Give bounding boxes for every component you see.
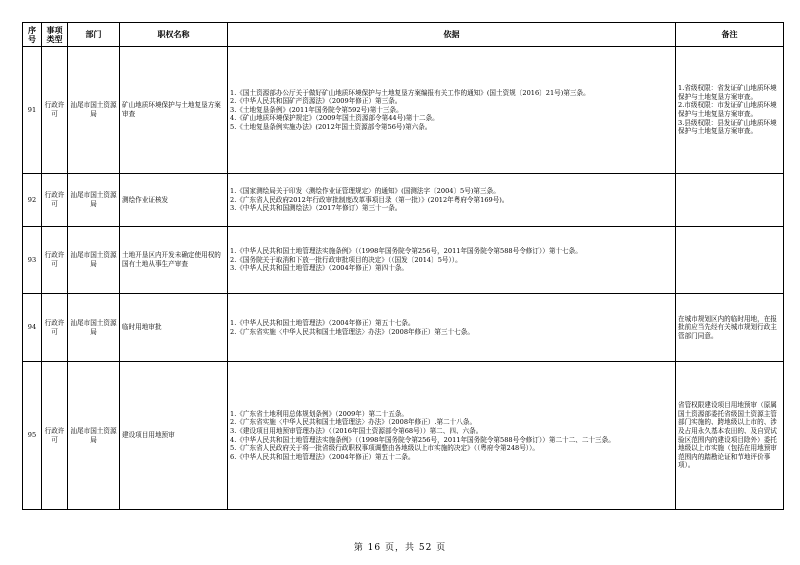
cell-basis <box>228 174 676 227</box>
cell-basis <box>228 227 676 294</box>
cell-name: 建设项目用地预审 <box>120 362 228 510</box>
basis-item: 6.《中华人民共和国土地管理法》（2004年修正）第五十二条。 <box>230 452 415 461</box>
remark-item: 3.县级权限：县发证矿山地质环境保护与土地复垦方案审查。 <box>678 118 777 136</box>
basis-item: 4.《矿山地质环境保护规定》（2009年国土资源部令第44号)第十二条。 <box>230 114 439 123</box>
cell-seq: 94 <box>23 294 42 362</box>
authority-table <box>22 22 784 510</box>
cell-remark <box>676 294 784 362</box>
remark-item: 在城市规划区内的临时用地，在报批前应当先经有关城市规划行政主管部门同意。 <box>678 314 777 340</box>
basis-item: 1.《广东省土地利用总体规划条例》（2009年）第二十五条。 <box>230 409 409 418</box>
table-row <box>23 174 784 227</box>
basis-item: 1.《中华人民共和国土地管理法》（2004年修正）第五十七条。 <box>230 318 415 327</box>
remark-item: 2.市级权限：市发证矿山地质环境保护与土地复垦方案审查。 <box>678 101 777 118</box>
cell-dept: 汕尾市国土资源局 <box>68 294 120 362</box>
header-seq: 序号 <box>23 23 42 47</box>
remark-item: 省管权限建设项目用地预审（原属国土资源部委托省级国土资源主管部门实施的、跨地级以上市的、涉及占用永久基本农田的、及自贸试验区范围内的建设项目除外）委托地级以上市实施（包括在用地预审范围内的踏勘论证和节地评价事项）。 <box>678 401 777 470</box>
basis-item: 2.《中华人民共和国矿产资源法》（2009年修正）第三条。 <box>230 97 402 106</box>
table-row <box>23 47 784 174</box>
cell-type: 行政许可 <box>42 174 68 227</box>
cell-remark <box>676 362 784 510</box>
cell-name: 土地开垦区内开发未确定使用权的国有土地从事生产审查 <box>120 227 228 294</box>
header-dept: 部门 <box>68 23 120 47</box>
cell-basis <box>228 294 676 362</box>
cell-dept: 汕尾市国土资源局 <box>68 174 120 227</box>
basis-item: 3.《中华人民共和国土地管理法》（2004年修正）第四十条。 <box>230 264 409 273</box>
basis-item: 3.《中华人民共和国测绘法》（2017年修订）第三十一条。 <box>230 204 402 213</box>
cell-basis <box>228 362 676 510</box>
cell-dept: 汕尾市国土资源局 <box>68 362 120 510</box>
cell-name: 矿山地质环境保护与土地复垦方案审查 <box>120 47 228 174</box>
cell-seq: 95 <box>23 362 42 510</box>
table-row <box>23 362 784 510</box>
cell-name: 临时用地审批 <box>120 294 228 362</box>
basis-item: 2.《广东省实施〈中华人民共和国土地管理法〉办法》（2008年修正）.第二十八条。 <box>230 418 477 427</box>
cell-seq: 91 <box>23 47 42 174</box>
cell-remark <box>676 227 784 294</box>
basis-item: 5.《土地复垦条例实施办法》(2012年国土资源部令第56号)第六条。 <box>230 122 432 131</box>
cell-type: 行政许可 <box>42 362 68 510</box>
cell-type: 行政许可 <box>42 227 68 294</box>
cell-remark <box>676 47 784 174</box>
table-row <box>23 227 784 294</box>
header-name: 职权名称 <box>120 23 228 47</box>
header-remark: 备注 <box>676 23 784 47</box>
cell-remark <box>676 174 784 227</box>
cell-type: 行政许可 <box>42 47 68 174</box>
table-header-row <box>23 23 784 47</box>
cell-seq: 92 <box>23 174 42 227</box>
basis-item: 4.《中华人民共和国土地管理法实施条例》（（1998年国务院令第256号，2011年国务院令第588号令修订））第二十二、二十三条。 <box>230 435 615 444</box>
remark-item: 1.省级权限：省发证矿山地质环境保护与土地复垦方案审查。 <box>678 84 777 101</box>
basis-item: 2.《广东省人民政府2012年行政审批制度改革事项目录（第一批）》(2012年粤府令第169号)。 <box>230 195 509 204</box>
table-row <box>23 294 784 362</box>
basis-item: 3.《建设项目用地预审管理办法》（（2016年国土资源部令第68号））第二、四、六条。 <box>230 426 483 435</box>
header-basis: 依据 <box>228 23 676 47</box>
basis-item: 1.《国家测绘局关于印发〈测绘作业证管理规定〉的通知》(国测法字〔2004〕5号)第三条。 <box>230 187 500 196</box>
cell-dept: 汕尾市国土资源局 <box>68 227 120 294</box>
cell-dept: 汕尾市国土资源局 <box>68 47 120 174</box>
cell-name: 测绘作业证核发 <box>120 174 228 227</box>
cell-type: 行政许可 <box>42 294 68 362</box>
cell-seq: 93 <box>23 227 42 294</box>
basis-item: 1.《中华人民共和国土地管理法实施条例》（（1998年国务院令第256号，2011年国务院令第588号令修订））第十七条。 <box>230 247 582 256</box>
basis-item: 2.《国务院关于取消和下放一批行政审批项目的决定》（（国发〔2014〕5号））。 <box>230 255 462 264</box>
header-type: 事项类型 <box>42 23 68 47</box>
page-footer: 第 16 页，共 52 页 <box>353 543 447 553</box>
basis-item: 1.《国土资源部办公厅关于做好矿山地质环境保护与土地复垦方案编报有关工作的通知》(国土资规〔2016〕21号)第三条。 <box>230 88 590 97</box>
basis-item: 3.《土地复垦条例》(2011年国务院令第592号)第十三条。 <box>230 105 403 114</box>
cell-basis <box>228 47 676 174</box>
basis-item: 5.《广东省人民政府关于将一批省级行政职权事项调整由各地级以上市实施的决定》（（粤府令第248号））。 <box>230 444 539 453</box>
basis-item: 2.《广东省实施〈中华人民共和国土地管理法〉办法》（2008年修正）第三十七条。 <box>230 327 474 336</box>
